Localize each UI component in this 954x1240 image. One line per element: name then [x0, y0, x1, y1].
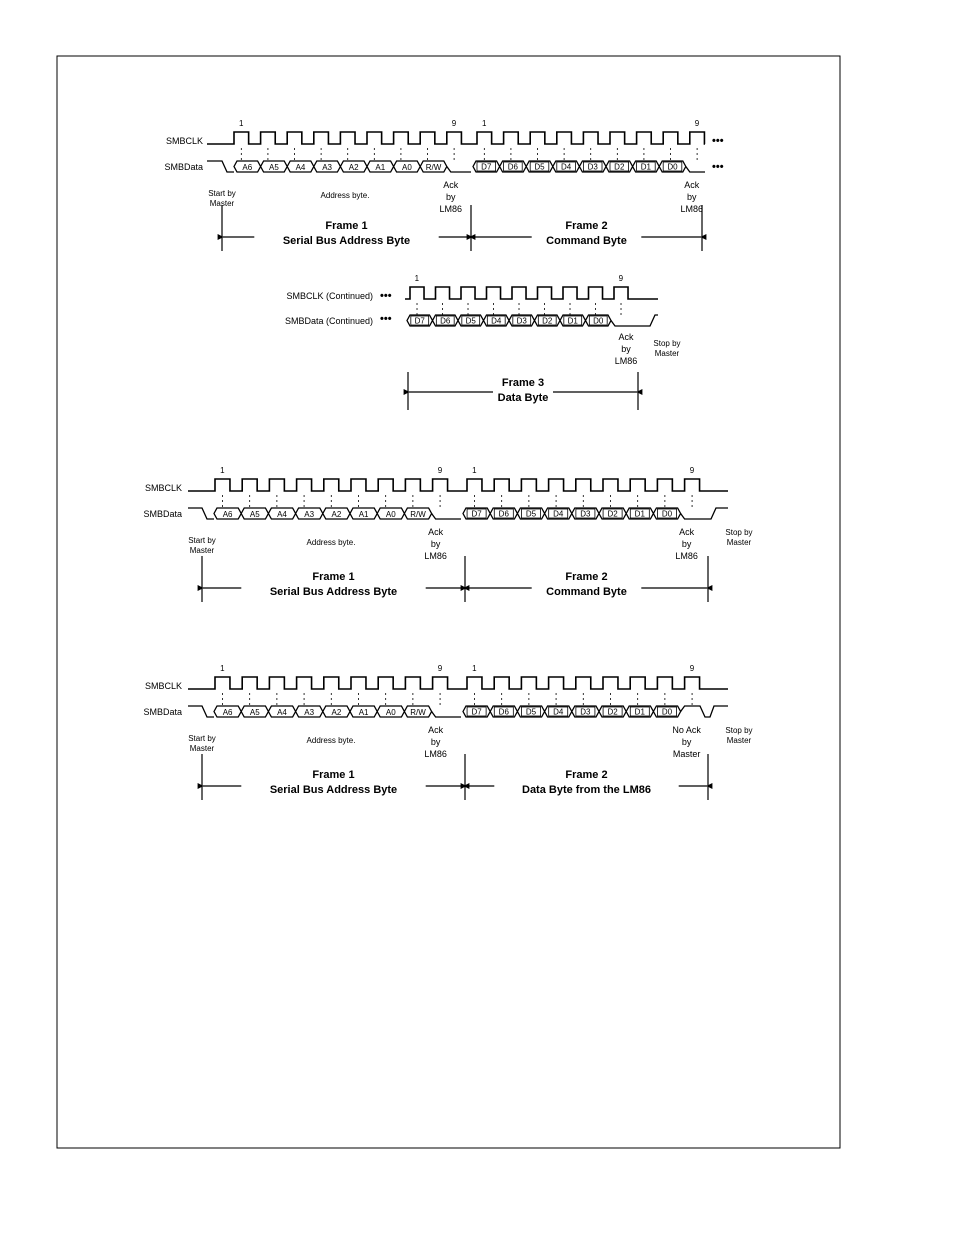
address-bit: R/W	[425, 163, 442, 172]
ack-low	[447, 167, 471, 173]
frame-desc: Data Byte	[497, 392, 549, 404]
stop-condition	[611, 315, 658, 326]
smbdata-label: SMBData	[164, 162, 203, 172]
start-condition	[188, 706, 214, 717]
address-bit: A6	[242, 163, 253, 172]
smbclk-continued-waveform	[405, 287, 658, 299]
ack-note: by	[681, 737, 692, 747]
address-bus	[214, 706, 432, 717]
stop-note: Master	[654, 349, 680, 358]
start-condition	[188, 508, 214, 519]
smbdata-label: SMBData	[143, 509, 182, 519]
stop-note: Master	[726, 736, 752, 745]
frame-name: Frame 1	[325, 220, 368, 232]
address-bit: A2	[331, 708, 342, 717]
data-bit: D4	[560, 162, 572, 172]
address-bit: A1	[358, 510, 369, 519]
smbclk-waveform	[188, 479, 728, 491]
ack-note: LM86	[439, 204, 463, 214]
continuation-dots: •••	[380, 290, 392, 302]
address-bit: A5	[269, 163, 279, 172]
clock-mark-9: 9	[437, 466, 443, 475]
diagram-2	[143, 466, 752, 602]
ack-note: Ack	[684, 180, 700, 190]
address-bit: A6	[222, 510, 233, 519]
ack-note: Ack	[679, 527, 695, 537]
ack-note: by	[681, 539, 692, 549]
data-bit: D4	[553, 509, 564, 519]
frame-name: Frame 2	[565, 571, 608, 583]
start-note: Start by	[188, 536, 216, 545]
clock-mark-9: 9	[437, 664, 443, 673]
data-bit: D0	[661, 509, 673, 519]
frame-name: Frame 2	[565, 769, 608, 781]
address-bit: A3	[304, 708, 315, 717]
address-bit: A1	[358, 708, 369, 717]
address-bit: A4	[295, 163, 306, 172]
ack-note: by	[621, 344, 631, 354]
clock-mark-1: 1	[472, 466, 477, 475]
smbclk-continued-label: SMBCLK (Continued)	[286, 291, 373, 301]
ack-note: by	[430, 737, 441, 747]
data-bit: D1	[634, 509, 645, 519]
smbclk-label: SMBCLK	[165, 136, 203, 146]
start-note: Master	[189, 546, 215, 555]
address-bit: A3	[304, 510, 315, 519]
stop-note: Stop by	[725, 726, 753, 735]
clock-mark-1: 1	[220, 664, 225, 673]
ack-note: Master	[672, 749, 701, 759]
clock-mark-1: 1	[481, 119, 487, 128]
data-bit: D1	[640, 162, 652, 172]
ack-low	[432, 514, 461, 520]
start-note: Start by	[208, 189, 236, 198]
data-bit: D3	[580, 509, 591, 519]
frame-name: Frame 3	[501, 377, 545, 389]
data-bit: D6	[507, 162, 519, 172]
stop-note: Stop by	[725, 528, 753, 537]
smbclk-label: SMBCLK	[144, 483, 182, 493]
data-bit: D6	[498, 707, 509, 717]
address-bit: A2	[348, 163, 359, 172]
ack-low	[432, 712, 461, 718]
address-note: Address byte.	[320, 191, 370, 200]
data-bit: D2	[607, 509, 618, 519]
diagram-1-continuation	[285, 274, 681, 410]
data-bit: D4	[553, 707, 564, 717]
data-bit: D0	[667, 162, 678, 172]
smbclk-waveform	[188, 677, 728, 689]
address-bus	[234, 161, 447, 172]
data-bit: D5	[465, 316, 476, 326]
address-bit: A3	[322, 163, 332, 172]
address-note: Address byte.	[306, 736, 356, 745]
ack-note: LM86	[424, 749, 447, 759]
continuation-dots: •••	[712, 135, 724, 147]
clock-mark-9: 9	[689, 664, 695, 673]
continuation-dots: •••	[712, 161, 724, 173]
address-bit: A2	[331, 510, 342, 519]
clock-mark-1: 1	[414, 274, 420, 283]
data-bit: D1	[634, 707, 645, 717]
address-bit: A6	[222, 708, 233, 717]
smbclk-label: SMBCLK	[144, 681, 182, 691]
clock-mark-9: 9	[689, 466, 695, 475]
address-note: Address byte.	[306, 538, 356, 547]
data-bit: D3	[580, 707, 591, 717]
address-bit: A1	[375, 163, 386, 172]
ack-note: by	[446, 192, 456, 202]
data-bit: D1	[567, 316, 578, 326]
data-bit: D2	[607, 707, 618, 717]
address-bit: R/W	[410, 510, 426, 519]
data-bit: D6	[498, 509, 509, 519]
ack-note: LM86	[675, 551, 698, 561]
smbclk-waveform	[207, 132, 705, 144]
continuation-dots: •••	[380, 313, 392, 325]
address-bit: A0	[402, 163, 412, 172]
ack-note: by	[687, 192, 697, 202]
start-condition	[207, 161, 234, 172]
start-note: Master	[189, 744, 215, 753]
start-note: Master	[209, 199, 235, 208]
ack-note: LM86	[424, 551, 447, 561]
data-bit: D2	[614, 162, 625, 172]
frame-desc: Serial Bus Address Byte	[269, 784, 398, 796]
ack-note: LM86	[680, 204, 704, 214]
figure-border	[57, 56, 840, 1148]
frame-desc: Serial Bus Address Byte	[282, 235, 411, 247]
noack-stop	[681, 706, 728, 717]
clock-mark-1: 1	[472, 664, 477, 673]
stop-condition	[681, 508, 728, 519]
stop-note: Stop by	[653, 339, 681, 348]
address-bit: A4	[277, 510, 287, 519]
frame-desc: Data Byte from the LM86	[522, 784, 651, 796]
address-bit: A4	[277, 708, 287, 717]
ack-low	[686, 167, 705, 173]
data-bit: D5	[525, 707, 537, 717]
ack-note: Ack	[428, 527, 444, 537]
address-bit: A0	[385, 708, 396, 717]
data-bit: D0	[661, 707, 673, 717]
stop-note: Master	[726, 538, 752, 547]
ack-note: Ack	[618, 332, 634, 342]
data-bit: D7	[481, 162, 492, 172]
clock-mark-1: 1	[238, 119, 244, 128]
address-bit: A5	[249, 708, 260, 717]
data-bit: D5	[525, 509, 537, 519]
frame-name: Frame 1	[312, 769, 355, 781]
clock-mark-9: 9	[694, 119, 700, 128]
start-note: Start by	[188, 734, 216, 743]
data-bit: D2	[542, 316, 553, 326]
diagram-1	[164, 119, 723, 251]
data-bit: D0	[593, 316, 604, 326]
ack-note: Ack	[428, 725, 444, 735]
frame-name: Frame 1	[312, 571, 355, 583]
ack-note: by	[430, 539, 441, 549]
frame-desc: Command Byte	[546, 235, 627, 247]
data-bit: D7	[414, 316, 425, 326]
smbdata-label: SMBData	[143, 707, 182, 717]
data-bit: D3	[516, 316, 527, 326]
address-bit: R/W	[410, 708, 426, 717]
address-bit: A5	[249, 510, 260, 519]
frame-name: Frame 2	[565, 220, 608, 232]
data-bit: D3	[587, 162, 598, 172]
frame-desc: Command Byte	[546, 586, 627, 598]
frame-desc: Serial Bus Address Byte	[269, 586, 398, 598]
ack-note: No Ack	[672, 725, 701, 735]
data-bit: D7	[471, 707, 482, 717]
address-bit: A0	[385, 510, 396, 519]
smbdata-continued-label: SMBData (Continued)	[284, 316, 373, 326]
clock-mark-1: 1	[220, 466, 225, 475]
clock-mark-9: 9	[451, 119, 457, 128]
diagram-3	[143, 664, 752, 800]
clock-mark-9: 9	[618, 274, 624, 283]
ack-note: Ack	[443, 180, 459, 190]
address-bus	[214, 508, 432, 519]
data-bit: D7	[471, 509, 482, 519]
data-bit: D6	[440, 316, 451, 326]
data-bit: D5	[534, 162, 545, 172]
ack-note: LM86	[614, 356, 638, 366]
data-bit: D4	[491, 316, 502, 326]
